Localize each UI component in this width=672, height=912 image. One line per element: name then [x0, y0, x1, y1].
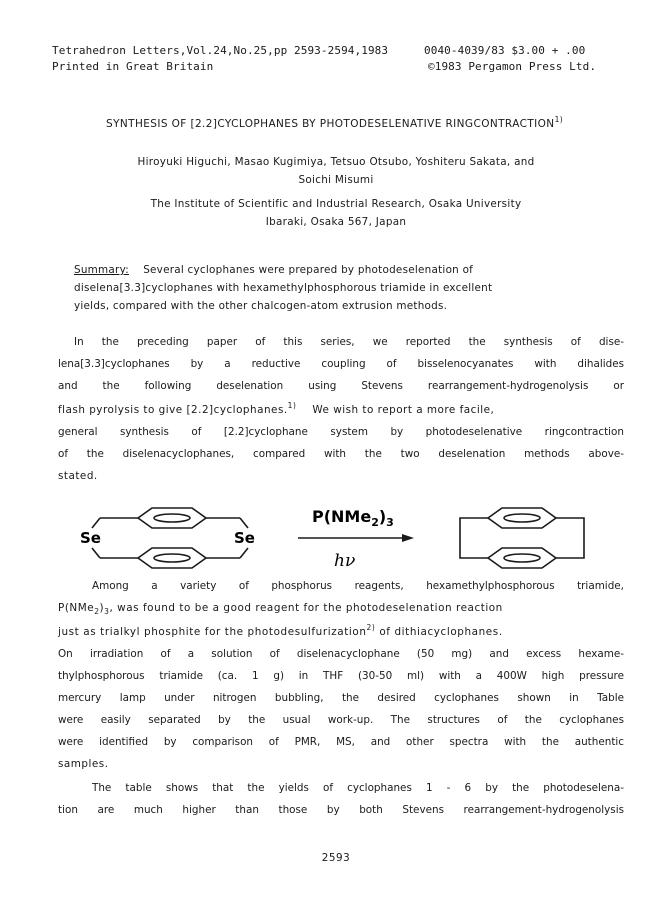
product-bottom-ring	[488, 548, 556, 568]
product-top-ring-inner	[504, 514, 540, 522]
affiliation-line-1: The Institute of Scientific and Industrial Research, Osaka University	[150, 198, 522, 210]
para2-line-3: just as trialkyl phosphite for the photodesulfurization$^{2)}$ of dithiacyclophanes.	[58, 622, 503, 638]
affiliation-line-2: Ibaraki, Osaka 567, Japan	[265, 216, 407, 228]
journal-citation: Tetrahedron Letters,Vol.24,No.25,pp 2593-2594,1983	[52, 44, 389, 57]
summary-label: Summary:	[74, 264, 129, 276]
para3-line-2: tion are much higher than those by both Stevens rearrangement-hydrogenolysis	[58, 804, 624, 816]
product-right-bridge	[556, 518, 584, 558]
bottom-ring-inner-circle	[154, 554, 190, 562]
para1-line-3: and the following deselenation using Stevens rearrangement-hydrogenolysis or	[58, 380, 624, 392]
bridge-top-left-down	[92, 518, 100, 528]
para1-line-7: stated.	[58, 470, 98, 482]
paper-title	[106, 114, 564, 130]
bottom-benzene-ring	[138, 548, 206, 568]
reaction-scheme	[80, 496, 620, 582]
summary-line-1	[74, 264, 473, 276]
authors-line-2: Soichi Misumi	[298, 174, 374, 186]
para1-line-4	[58, 400, 495, 416]
selenium-right-label: Se	[234, 529, 255, 547]
para2-line-4: On irradiation of a solution of diselenacyclophane (50 mg) and excess hexame-	[58, 648, 624, 660]
bridge-bottom-left-up	[92, 548, 100, 558]
top-benzene-ring	[138, 508, 206, 528]
para3-line-1: The table shows that the yields of cyclophanes 1 - 6 by the photodeselena-	[92, 782, 624, 794]
product-bottom-ring-inner	[504, 554, 540, 562]
para2-line-2: $P(NMe_2)_3$, was found to be a good reagent for the photodeselenation reaction	[58, 602, 503, 617]
authors-line-1: Hiroyuki Higuchi, Masao Kugimiya, Tetsuo Otsubo, Yoshiteru Sakata, and	[137, 156, 535, 168]
para2-line-9: samples.	[58, 758, 109, 770]
para1-line-4a: flash pyrolysis to give [2.2]cyclophanes.	[58, 404, 288, 416]
para2-line-5: thylphosphorous triamide (ca. 1 g) in THF (30-50 ml) with a 400W high pressure	[58, 670, 624, 682]
selenium-left-label: Se	[80, 529, 101, 547]
diselenacyclophane-structure	[92, 508, 248, 568]
bridge-bottom-right-up	[240, 548, 248, 558]
summary-line-3: yields, compared with the other chalcogen-atom extrusion methods.	[74, 300, 448, 312]
para1-line-6: of the diselenacyclophanes, compared with the two deselenation methods above-	[58, 448, 624, 460]
printed-in: Printed in Great Britain	[52, 60, 214, 73]
title-text: SYNTHESIS OF [2.2]CYCLOPHANES BY PHOTODESELENATIVE RINGCONTRACTION	[106, 118, 555, 130]
para1-line-5: general synthesis of [2.2]cyclophane system by photodeselenative ringcontraction	[58, 426, 624, 438]
para2-line-7: were easily separated by the usual work-up. The structures of the cyclophanes	[58, 714, 624, 726]
para2-line-8: were identified by comparison of PMR, MS, and other spectra with the authentic	[58, 736, 624, 748]
para1-line-1: In the preceding paper of this series, we reported the synthesis of dise-	[74, 336, 624, 348]
title-footnote-ref: 1)	[554, 114, 564, 124]
copyright: ©1983 Pergamon Press Ltd.	[428, 60, 597, 73]
bridge-top-right-down	[240, 518, 248, 528]
cyclophane-product-structure	[460, 508, 584, 568]
top-ring-inner-circle	[154, 514, 190, 522]
summary-line-2: diselena[3.3]cyclophanes with hexamethylphosphorous triamide in excellent	[74, 282, 493, 294]
footnote-ref-1: 1)	[287, 400, 297, 410]
footnote-ref-2: 2)	[366, 622, 376, 632]
para1-line-4b: We wish to report a more facile,	[312, 404, 495, 416]
page-number: 2593	[321, 852, 351, 864]
product-top-ring	[488, 508, 556, 528]
para2-line-6: mercury lamp under nitrogen bubbling, the desired cyclophanes shown in Table	[58, 692, 624, 704]
summary-text-1: Several cyclophanes were prepared by photodeselenation of	[143, 264, 474, 276]
reagent-label: $P(NMe_2)_3$	[312, 507, 394, 529]
para1-line-2: lena[3.3]cyclophanes by a reductive coupling of bisselenocyanates with dihalides	[58, 358, 624, 370]
light-condition: hν	[334, 551, 356, 571]
price-code: 0040-4039/83 $3.00 + .00	[424, 44, 586, 57]
arrow-head-icon	[402, 534, 414, 542]
para2-line-1: Among a variety of phosphorus reagents, hexamethylphosphorous triamide,	[92, 580, 624, 592]
product-left-bridge	[460, 518, 488, 558]
